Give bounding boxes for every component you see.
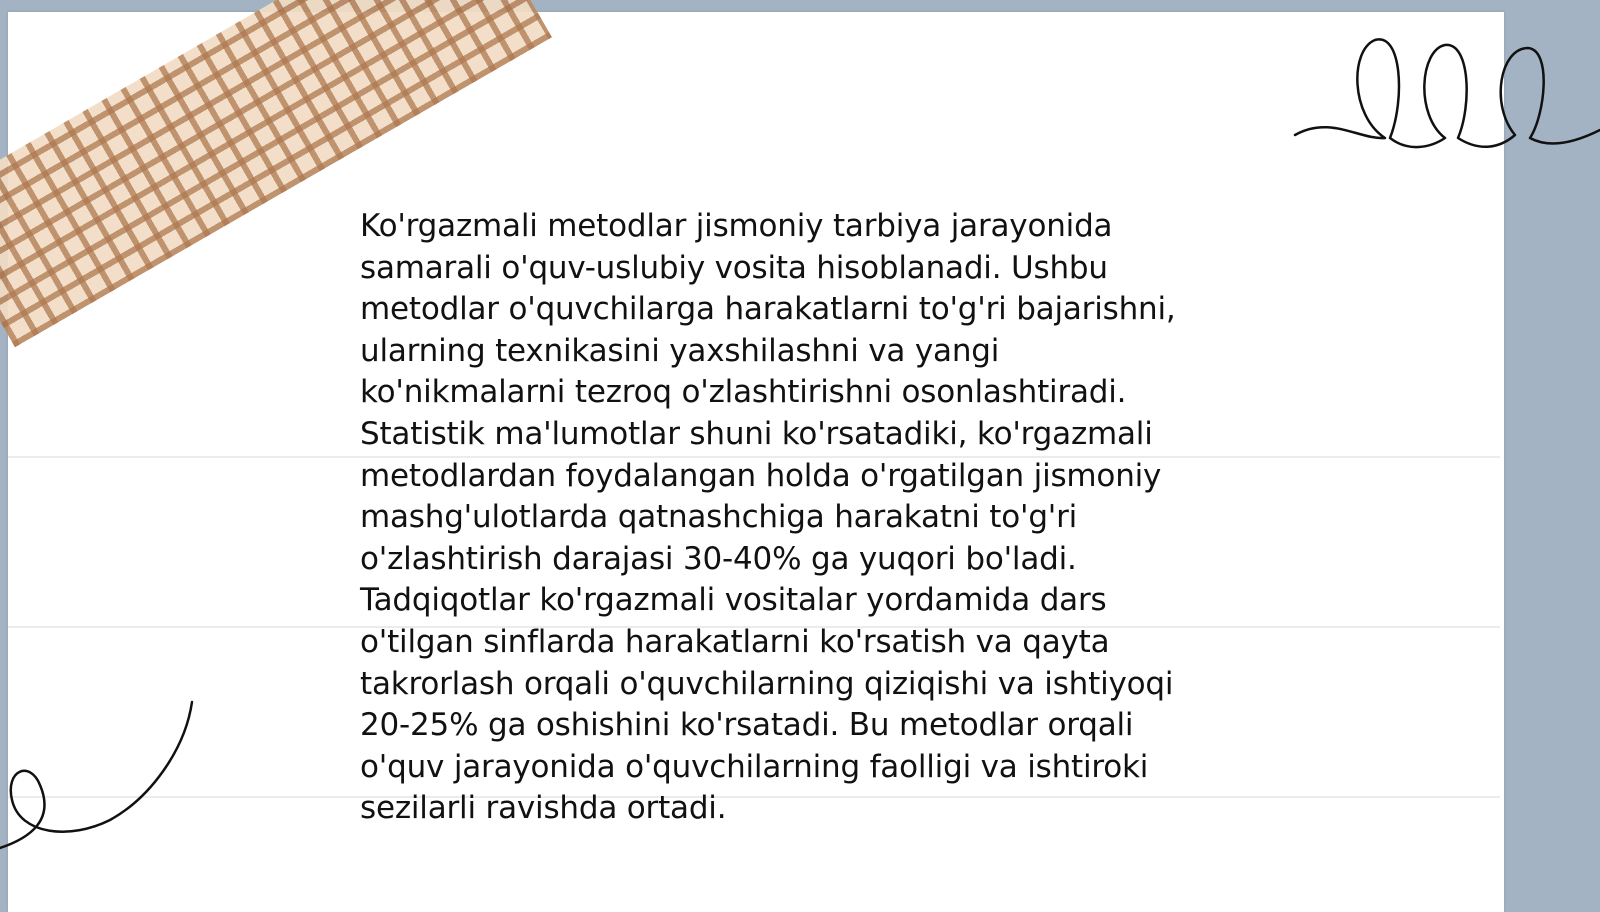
- loop-swirl-icon: [0, 690, 200, 850]
- loop-squiggle-icon: [1290, 30, 1600, 160]
- body-paragraph: Ko'rgazmali metodlar jismoniy tarbiya jarayonida samarali o'quv-uslubiy vosita hisoblanadi. Ushbu metodlar o'quvchilarga harakatlarni to'g'ri bajarishni, ularning texnikasini yaxshilashni va yangi ko'nikmalarni tezroq o'zlashtirishni osonlashtiradi. Statistik ma'lumotlar shuni ko'rsatadiki, ko'rgazmali metodlardan foydalangan holda o'rgatilgan jismoniy mashg'ulotlarda qatnashchiga harakatni to'g'ri o'zlashtirish darajasi 30-40% ga yuqori bo'ladi. Tadqiqotlar ko'rgazmali vositalar yordamida dars o'tilgan sinflarda harakatlarni ko'rsatish va qayta takrorlash orqali o'quvchilarning qiziqishi va ishtiyoqi 20-25% ga oshishini ko'rsatadi. Bu metodlar orqali o'quv jarayonida o'quvchilarning faolligi va ishtiroki sezilarli ravishda ortadi.: [360, 208, 1176, 827]
